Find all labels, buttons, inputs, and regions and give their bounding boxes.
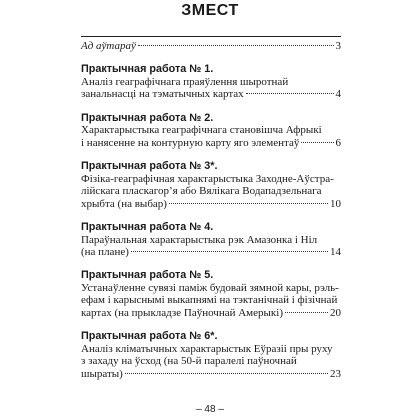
toc-leader-line (81, 246, 341, 258)
entry-last-line: шыраты) (81, 367, 123, 380)
entry-line: Параўнальная характарыстыка рэк Амазонка і Ніл (81, 233, 318, 246)
page-number: 23 (330, 367, 341, 380)
toc-leader-line (81, 198, 341, 210)
entry-heading: Практычная работа № 4. (81, 221, 214, 234)
toc-entry (81, 112, 341, 149)
entry-last-line: і нанясенне на контурную карту яго элементаў (81, 136, 300, 149)
entry-line: Характарыстыка геаграфічнага становішча Афрыкі (81, 124, 322, 137)
toc-leader-line (81, 137, 341, 149)
toc-entry (81, 330, 341, 380)
entry-line: ефам і карыснымі выкапнямі на тэктанічнай і фізічнай (81, 294, 338, 307)
entry-heading: Практычная работа № 1. (81, 63, 214, 76)
entry-line: Аналіз кліматычных характарыстык Еўразіі пры руху (81, 342, 333, 355)
toc-leader-line (81, 368, 341, 380)
table-of-contents (81, 36, 341, 380)
dot-leader (169, 203, 328, 204)
toc-entry (81, 63, 341, 100)
page-number: 10 (330, 197, 341, 210)
entry-last-line: (на плане) (81, 246, 129, 259)
toc-leader-line (81, 40, 341, 52)
entry-last-line: картах (на прыкладзе Паўночнай Амерыкі) (81, 306, 283, 319)
toc-entry (81, 269, 341, 319)
page-number: 4 (335, 88, 341, 101)
dot-leader (138, 45, 334, 46)
page-number: 20 (330, 306, 341, 319)
toc-entry-foreword (81, 40, 341, 52)
page-number: 6 (335, 136, 341, 149)
entry-heading: Практычная работа № 5. (81, 269, 214, 282)
toc-entry (81, 160, 341, 210)
toc-entry (81, 221, 341, 258)
toc-leader-line (81, 88, 341, 100)
dot-leader (285, 312, 328, 313)
entry-line: Аналіз геаграфічнага праяўлення шыротнай (81, 76, 289, 88)
entry-heading: Практычная работа № 3*. (81, 160, 218, 173)
dot-leader (131, 251, 328, 252)
page-title: ЗМЕСТ (181, 2, 239, 19)
entry-line: лійскага пласкагор’я або Вялікага Водападзельнага (81, 185, 322, 198)
entry-heading: Практычная работа № 2. (81, 111, 214, 124)
page-number: 14 (330, 246, 341, 259)
dot-leader (246, 93, 334, 94)
foreword-label: Ад аўтараў (81, 40, 136, 52)
toc-leader-line (81, 307, 341, 319)
entry-last-line: хрыбта (на выбар) (81, 197, 167, 210)
entry-line: з захаду на ўсход (на 50-й паралелі паўночнай (81, 355, 297, 368)
page-footer-number: – 48 – (196, 404, 224, 415)
entry-last-line: занальнасці на тэматычных картах (81, 88, 244, 101)
entry-line: Фізіка-геаграфічная характарыстыка Заходне-Аўстра- (81, 172, 334, 185)
entry-heading: Практычная работа № 6*. (81, 330, 218, 343)
dot-leader (301, 142, 333, 143)
page-number: 3 (335, 40, 341, 52)
entry-line: Устанаўленне сувязі паміж будовай зямной кары, рэль- (81, 282, 339, 295)
dot-leader (125, 373, 328, 374)
